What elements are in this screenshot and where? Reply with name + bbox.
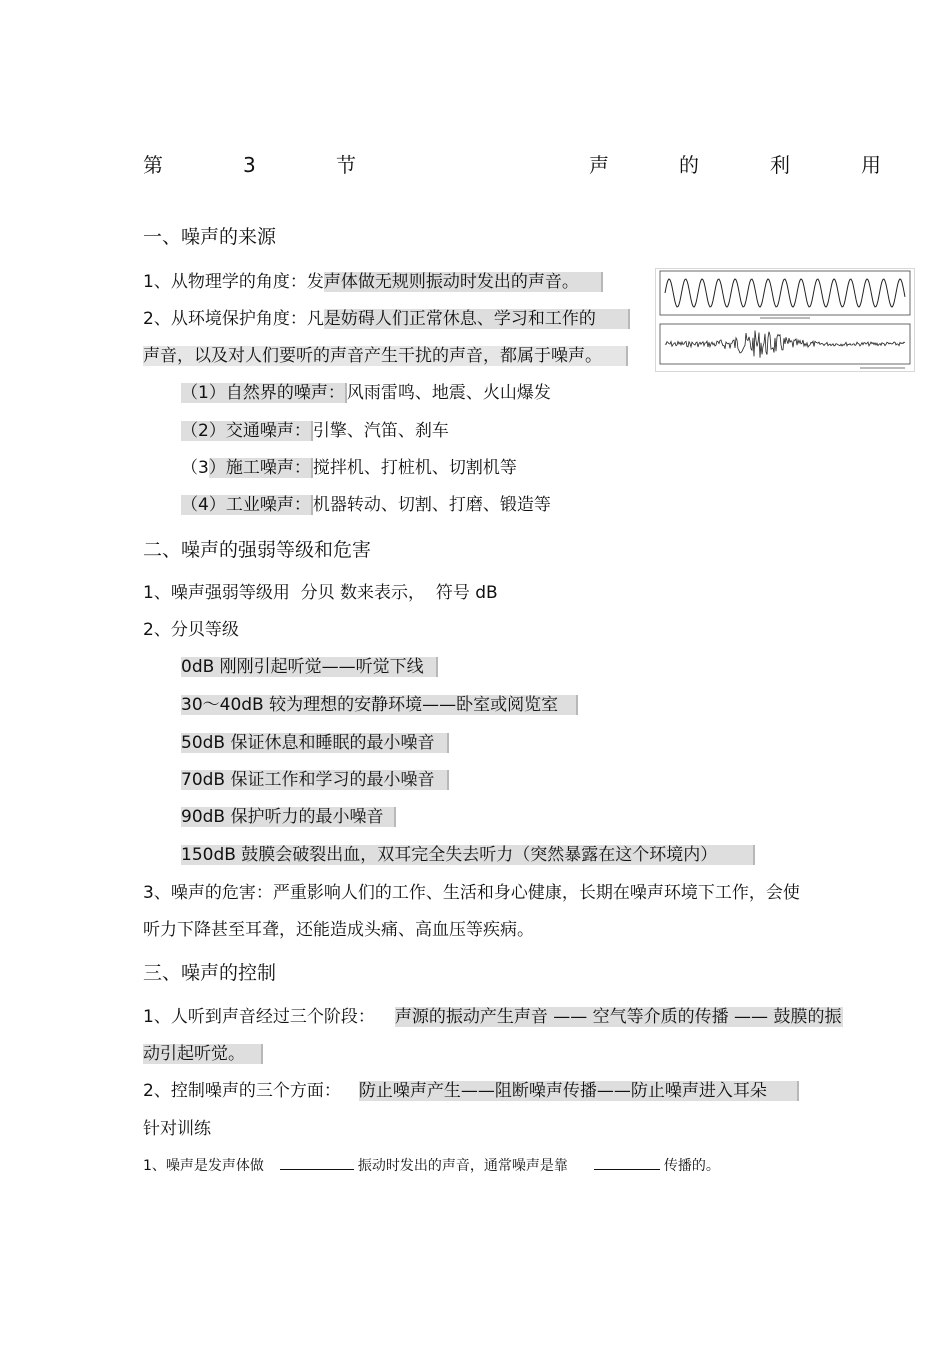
definition-highlight-cont: 声音，以及对人们要听的声音产生干扰的声音，都属于噪声。 [143, 346, 628, 366]
decibel-level-item [181, 730, 449, 756]
title-char: 3 [243, 153, 256, 177]
hearing-stages-highlight: 声源的振动产生声音 —— 空气等介质的传播 —— 鼓膜的振 [394, 1007, 842, 1027]
source-definition-physics [143, 269, 603, 295]
title-char: 用 [861, 153, 881, 177]
hearing-stages-cont [143, 1041, 263, 1067]
noise-source-examples: 风雨雷鸣、地震、火山爆发 [346, 383, 551, 403]
noise-source-label: ）施工噪声： [208, 458, 311, 478]
hearing-stages [143, 1004, 843, 1030]
decibel-levels-heading: 2、分贝等级 [143, 620, 239, 640]
noise-source-examples: 搅拌机、打桩机、切割机等 [312, 458, 517, 478]
noise-source-label: （2）交通噪声： [181, 421, 311, 441]
noise-control-prefix: 2、控制噪声的三个方面： [143, 1081, 341, 1101]
decibel-level-text: 50dB 保证休息和睡眠的最小噪音 [181, 733, 449, 753]
title-char: 声 [589, 153, 609, 177]
noise-source-examples: 引擎、汽笛、刹车 [312, 421, 449, 441]
title-char: 节 [336, 153, 356, 177]
answer-blank[interactable] [280, 1155, 354, 1170]
definition-prefix: 2、从环境保护角度：凡 [143, 309, 324, 329]
noise-source-label: （4）工业噪声： [181, 495, 311, 515]
decibel-level-item [181, 692, 578, 718]
decibel-level-text: 30～40dB 较为理想的安静环境——卧室或阅览室 [181, 695, 578, 715]
noise-source-industrial [181, 492, 551, 518]
noise-harm-line2: 听力下降甚至耳聋，还能造成头痛、高血压等疾病。 [143, 920, 534, 940]
noise-control-highlight: 防止噪声产生——阻断噪声传播——防止噪声进入耳朵 [359, 1081, 799, 1101]
decibel-level-item [181, 767, 449, 793]
noise-source-label-plain: （3 [181, 458, 209, 478]
training-question-1 [143, 1153, 720, 1179]
waveform-figure [655, 268, 915, 372]
decibel-level-text: 90dB 保护听力的最小噪音 [181, 807, 396, 827]
decibel-level-text: 70dB 保证工作和学习的最小噪音 [181, 770, 449, 790]
decibel-level-text: 0dB 刚刚引起听觉——听觉下线 [181, 657, 438, 677]
decibel-level-item [181, 842, 755, 868]
decibel-level-text: 150dB 鼓膜会破裂出血，双耳完全失去听力（突然暴露在这个环境内） [181, 845, 755, 865]
definition-highlight: 是妨碍人们正常休息、学习和工作的 [324, 309, 630, 329]
hearing-stages-highlight-cont: 动引起听觉。 [143, 1044, 263, 1064]
noise-control-methods [143, 1078, 799, 1104]
title-char: 利 [770, 153, 790, 177]
answer-blank[interactable] [594, 1155, 660, 1170]
noise-harm-line1: 3、噪声的危害：严重影响人们的工作、生活和身心健康，长期在噪声环境下工作，会使 [143, 883, 800, 903]
definition-highlight: 声体做无规则振动时发出的声音。 [324, 272, 603, 292]
question-text: 传播的。 [663, 1158, 720, 1174]
section-heading-sources: 一、噪声的来源 [143, 226, 277, 248]
decibel-level-item [181, 804, 396, 830]
hearing-stages-prefix: 1、人听到声音经过三个阶段： [143, 1007, 375, 1027]
definition-prefix: 1、从物理学的角度：发 [143, 272, 324, 292]
section-heading-levels: 二、噪声的强弱等级和危害 [143, 539, 372, 561]
noise-source-examples: 机器转动、切割、打磨、锻造等 [312, 495, 551, 515]
question-text: 1、噪声是发声体做 [143, 1158, 264, 1174]
noise-source-label: （1）自然界的噪声： [181, 383, 345, 403]
noise-source-traffic [181, 418, 449, 444]
page-title [143, 150, 883, 180]
decibel-unit: 1、噪声强弱等级用 分贝 数来表示， 符号 dB [143, 583, 498, 603]
training-heading: 针对训练 [143, 1119, 211, 1139]
question-text: 振动时发出的声音，通常噪声是靠 [357, 1158, 568, 1174]
title-char: 第 [143, 153, 163, 177]
title-char: 的 [679, 153, 699, 177]
noise-source-construction [181, 455, 517, 481]
source-definition-environment-cont [143, 343, 628, 369]
noise-source-natural [181, 380, 551, 406]
section-heading-control: 三、噪声的控制 [143, 962, 277, 984]
decibel-level-item [181, 654, 438, 680]
source-definition-environment [143, 306, 630, 332]
